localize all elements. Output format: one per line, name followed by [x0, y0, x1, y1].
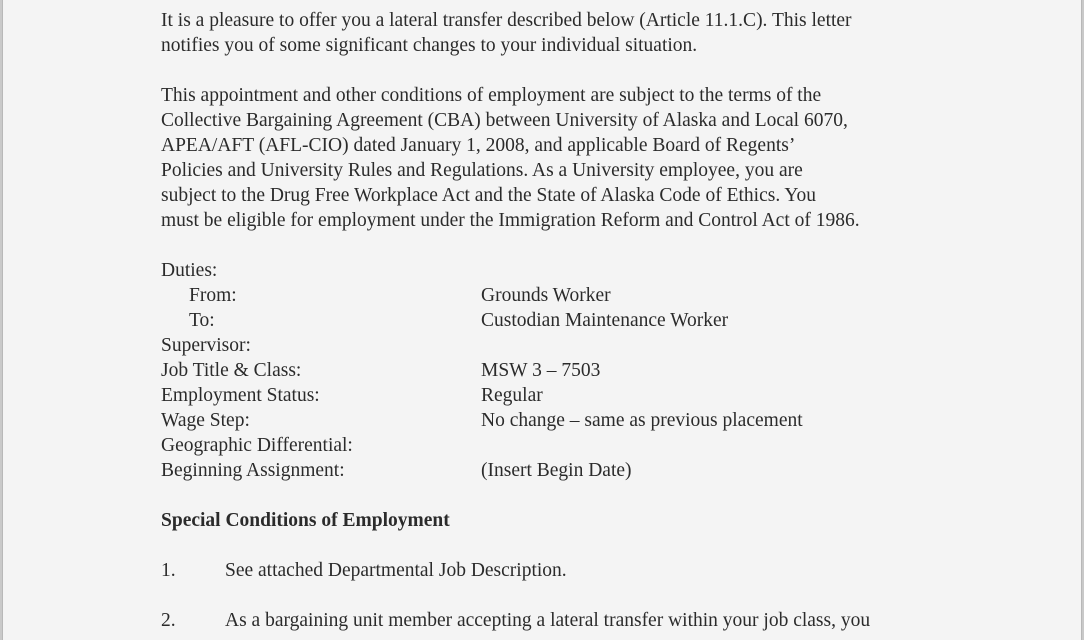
intro-line: notifies you of some significant changes to your individual situation.: [161, 35, 698, 56]
detail-value: MSW 3 – 7503: [481, 360, 601, 381]
detail-value: No change – same as previous placement: [481, 410, 803, 431]
condition-text: See attached Departmental Job Description.: [225, 560, 567, 581]
detail-label: Wage Step:: [161, 410, 250, 431]
detail-value: (Insert Begin Date): [481, 460, 632, 481]
conditions-line: must be eligible for employment under the Immigration Reform and Control Act of 1986.: [161, 210, 860, 231]
condition-text: As a bargaining unit member accepting a lateral transfer within your job class, you: [225, 610, 871, 631]
detail-value: Grounds Worker: [481, 285, 611, 306]
condition-item: [161, 558, 981, 583]
duties-row: [161, 258, 981, 283]
conditions-line: Policies and University Rules and Regulations. As a University employee, you are: [161, 160, 803, 181]
detail-label: Supervisor:: [161, 335, 251, 356]
intro-paragraph: [161, 8, 981, 58]
conditions-line: This appointment and other conditions of employment are subject to the terms of the: [161, 85, 822, 106]
document-page: [2, 0, 1082, 640]
condition-number: 1.: [161, 560, 176, 581]
assignment-details: [161, 258, 981, 483]
detail-row-beginning-assignment: [161, 458, 981, 483]
conditions-line: Collective Bargaining Agreement (CBA) between University of Alaska and Local 6070,: [161, 110, 848, 131]
letter-body: [161, 8, 981, 633]
detail-row-supervisor: [161, 333, 981, 358]
condition-item: [161, 608, 981, 633]
detail-label: From:: [189, 285, 237, 306]
detail-label: Beginning Assignment:: [161, 460, 345, 481]
detail-row-job-title: [161, 358, 981, 383]
detail-label: Job Title & Class:: [161, 360, 302, 381]
detail-row-to: [161, 308, 981, 333]
detail-value: Custodian Maintenance Worker: [481, 310, 729, 331]
detail-row-from: [161, 283, 981, 308]
detail-label: To:: [189, 310, 215, 331]
intro-line: It is a pleasure to offer you a lateral transfer described below (Article 11.1.C). This letter: [161, 10, 852, 31]
detail-value: Regular: [481, 385, 543, 406]
detail-row-wage-step: [161, 408, 981, 433]
detail-row-employment-status: [161, 383, 981, 408]
detail-row-geographic-differential: [161, 433, 981, 458]
detail-label: Employment Status:: [161, 385, 320, 406]
conditions-paragraph: [161, 83, 981, 233]
condition-number: 2.: [161, 610, 176, 631]
conditions-line: subject to the Drug Free Workplace Act and the State of Alaska Code of Ethics. You: [161, 185, 816, 206]
section-heading: Special Conditions of Employment: [161, 510, 450, 531]
duties-label: Duties:: [161, 260, 218, 281]
conditions-line: APEA/AFT (AFL-CIO) dated January 1, 2008, and applicable Board of Regents’: [161, 135, 796, 156]
detail-label: Geographic Differential:: [161, 435, 353, 456]
